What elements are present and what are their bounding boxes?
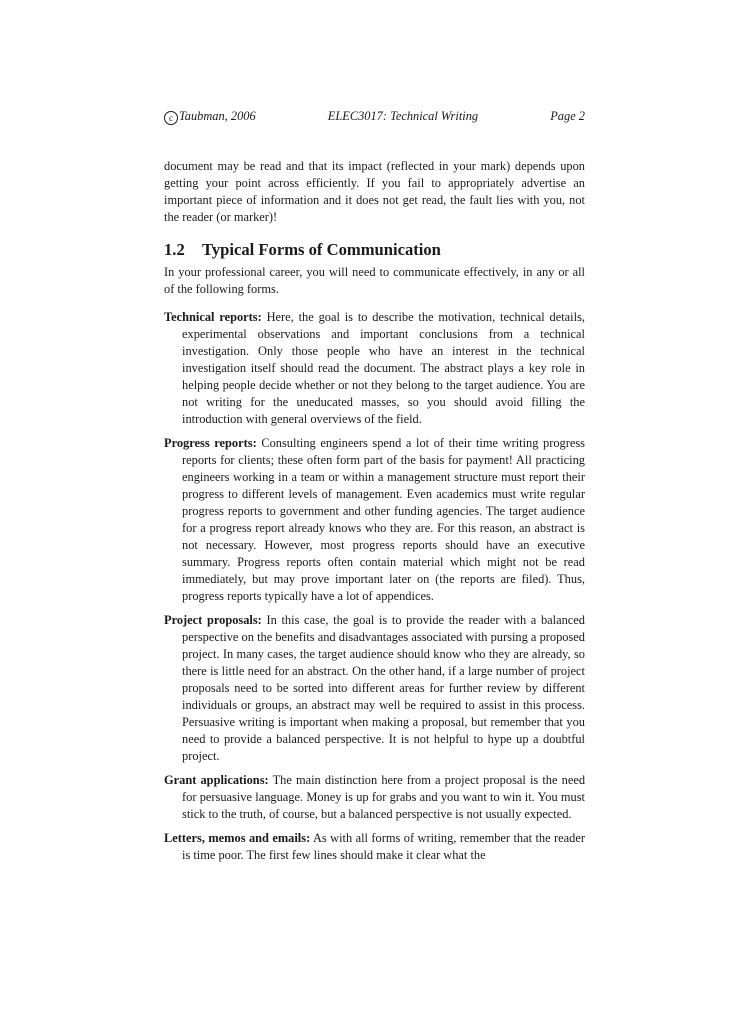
entry-letters-memos-emails <box>164 830 585 864</box>
section-intro: In your professional career, you will need to communicate effectively, in any or all of the following forms. <box>164 265 585 296</box>
entry-project-proposals <box>164 612 585 765</box>
entry-text: As with all forms of writing, remember that the reader is time poor. The first few lines should make it clear what the <box>182 831 585 862</box>
copyright-icon <box>164 111 178 125</box>
entry-technical-reports <box>164 309 585 428</box>
entry-text: Here, the goal is to describe the motivation, technical details, experimental observations and important conclusions from a technical investigation. Only those people who have an interest in the technical investigation itself should read the document. The abstract plays a key role in helping people decide whether or not they belong to the target audience. You are not writing for the uneducated masses, so you should avoid filling the introduction with general overviews of the field. <box>182 310 585 426</box>
entry-grant-applications <box>164 772 585 823</box>
entry-text: In this case, the goal is to provide the reader with a balanced perspective on the benefits and disadvantages associated with pursing a proposed project. In many cases, the target audience should know who they are already, so there is little need for an abstract. On the other hand, if a large number of project proposals need to be sorted into different areas for further review by different individuals or groups, an abstract may well be required to assist in this process. Persuasive writing is important when making a proposal, but remember that you need to provide a balanced perspective. It is not helpful to hype up a doubtful project. <box>182 613 585 763</box>
entry-term: Technical reports: <box>164 310 262 324</box>
document-page <box>164 108 585 871</box>
header-course-title: ELEC3017: Technical Writing <box>327 109 479 123</box>
section-title: Typical Forms of Communication <box>202 240 441 259</box>
entry-text: Consulting engineers spend a lot of their time writing progress reports for clients; these often form part of the basis for payment! All practicing engineers working in a team or within a management structure must report their progress to different levels of management. Even academics must write regular progress reports to government and other funding agencies. The target audience for a progress report already knows who they are. For this reason, an abstract is not necessary. However, most progress reports should have an executive summary. Progress reports often contain material which might not be read immediately, but may prove important later on (the reports are filed). Thus, progress reports typically have a lot of appendices. <box>182 436 585 603</box>
entry-term: Grant applications: <box>164 773 269 787</box>
section-heading <box>164 240 585 260</box>
header-left-text: Taubman, 2006 <box>179 109 256 123</box>
entry-term: Project proposals: <box>164 613 262 627</box>
section-number: 1.2 <box>164 240 185 259</box>
entry-term: Progress reports: <box>164 436 257 450</box>
running-header <box>164 108 585 124</box>
entry-text: The main distinction here from a project proposal is the need for persuasive language. Money is up for grabs and you want to win it. You must stick to the truth, of course, but a balanced perspective is not usually expected. <box>182 773 586 821</box>
lead-paragraph: document may be read and that its impact (reflected in your mark) depends upon getting your point across efficiently. If you fail to appropriately advertise an important piece of information and it does not get read, the fault lies with you, not the reader (or marker)! <box>164 159 585 224</box>
header-author <box>164 108 256 124</box>
entry-progress-reports <box>164 435 585 605</box>
header-page-number: Page 2 <box>550 109 585 123</box>
entry-term: Letters, memos and emails: <box>164 831 311 845</box>
